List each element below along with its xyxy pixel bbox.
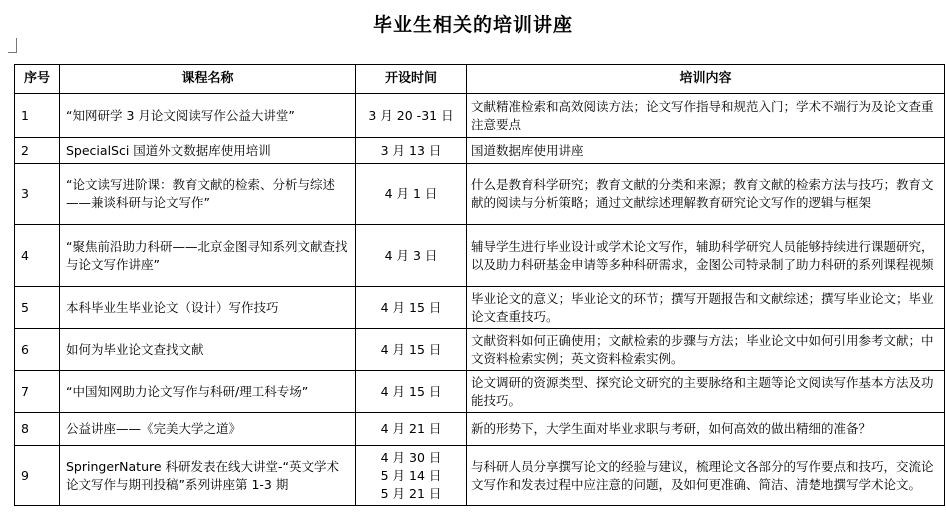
- row-date: [356, 371, 467, 413]
- header-content: 培训内容: [467, 65, 945, 94]
- row-date: [356, 329, 467, 371]
- row-date: [356, 138, 467, 164]
- row-content: 新的形势下，大学生面对毕业求职与考研，如何高效的做出精细的准备？: [467, 413, 945, 446]
- row-course: 公益讲座——《完美大学之道》: [60, 413, 356, 446]
- table-row: [15, 371, 945, 413]
- row-course: 如何为毕业论文查找文献: [60, 329, 356, 371]
- row-content: 论文调研的资源类型、探究论文研究的主要脉络和主题等论文阅读写作基本方法及功能技巧。: [467, 371, 945, 413]
- row-date: [356, 164, 467, 225]
- row-date-line: 5 月 14 日: [380, 467, 442, 483]
- table-row: [15, 413, 945, 446]
- row-num: 9: [15, 446, 60, 506]
- row-date-line: 4 月 21 日: [380, 421, 442, 436]
- row-date: [356, 287, 467, 329]
- row-content: 毕业论文的意义；毕业论文的环节；撰写开题报告和文献综述；撰写毕业论文；毕业论文查重技巧。: [467, 287, 945, 329]
- row-content: 文献资料如何正确使用；文献检索的步骤与方法；毕业论文中如何引用参考文献；中文资料检索实例；英文资料检索实例。: [467, 329, 945, 371]
- row-num: 4: [15, 225, 60, 287]
- row-course: “中国知网助力论文写作与科研/理工科专场”: [60, 371, 356, 413]
- table-row: [15, 94, 945, 138]
- row-content: 与科研人员分享撰写论文的经验与建议，梳理论文各部分的写作要点和技巧，交流论文写作和发表过程中应注意的问题，及如何更准确、简洁、清楚地撰写学术论文。: [467, 446, 945, 506]
- row-date-line: 4 月 15 日: [380, 383, 442, 399]
- row-num: 5: [15, 287, 60, 329]
- table-row: [15, 329, 945, 371]
- row-date: [356, 94, 467, 138]
- row-content: 文献精准检索和高效阅读方法；论文写作指导和规范入门；学术不端行为及论文查重注意要点: [467, 94, 945, 138]
- row-content: 辅导学生进行毕业设计或学术论文写作，辅助科学研究人员能够持续进行课题研究，以及助力科研基金申请等多种科研需求，金图公司特录制了助力科研的系列课程视频: [467, 225, 945, 287]
- row-date-line: 4 月 15 日: [380, 341, 442, 357]
- row-num: 3: [15, 164, 60, 225]
- header-course: 课程名称: [60, 65, 356, 94]
- table-header-row: [15, 65, 945, 94]
- row-date-line: 3 月 13 日: [380, 142, 442, 158]
- row-num: 1: [15, 94, 60, 138]
- row-num: 8: [15, 413, 60, 446]
- row-course: “论文读写进阶课：教育文献的检索、分析与综述——兼谈科研与论文写作”: [60, 164, 356, 225]
- row-date-line: 5 月 21 日: [380, 485, 442, 501]
- row-date-line: 4 月 30 日: [380, 449, 442, 465]
- table-row: [15, 164, 945, 225]
- row-date-line: 4 月 3 日: [384, 247, 438, 263]
- row-content: 国道数据库使用讲座: [467, 138, 945, 164]
- page-title: 毕业生相关的培训讲座: [372, 14, 573, 36]
- header-date: 开设时间: [356, 65, 467, 94]
- page-corner-mark: [8, 38, 17, 53]
- row-course: SpringerNature 科研发表在线大讲堂-“英文学术论文写作与期刊投稿”系列讲座第 1-3 期: [60, 446, 356, 506]
- row-num: 2: [15, 138, 60, 164]
- row-course: SpecialSci 国道外文数据库使用培训: [60, 138, 356, 164]
- row-num: 6: [15, 329, 60, 371]
- row-content: 什么是教育科学研究；教育文献的分类和来源；教育文献的检索方法与技巧；教育文献的阅读与分析策略；通过文献综述理解教育研究论文写作的逻辑与框架: [467, 164, 945, 225]
- row-date-line: 4 月 15 日: [380, 299, 442, 315]
- header-num: 序号: [15, 65, 60, 94]
- row-num: 7: [15, 371, 60, 413]
- row-date-line: 4 月 1 日: [384, 186, 438, 201]
- row-date: [356, 225, 467, 287]
- row-date-line: 3 月 20 -31 日: [368, 107, 454, 123]
- table-row: [15, 446, 945, 506]
- row-course: 本科毕业生毕业论文（设计）写作技巧: [60, 287, 356, 329]
- table-row: [15, 138, 945, 164]
- row-date: [356, 413, 467, 446]
- table-row: [15, 287, 945, 329]
- row-date: [356, 446, 467, 506]
- row-course: “知网研学 3 月论文阅读写作公益大讲堂”: [60, 94, 356, 138]
- row-course: “聚焦前沿助力科研——北京金图寻知系列文献查找与论文写作讲座”: [60, 225, 356, 287]
- table-body: [15, 94, 945, 506]
- table-row: [15, 225, 945, 287]
- lectures-table: [14, 64, 945, 506]
